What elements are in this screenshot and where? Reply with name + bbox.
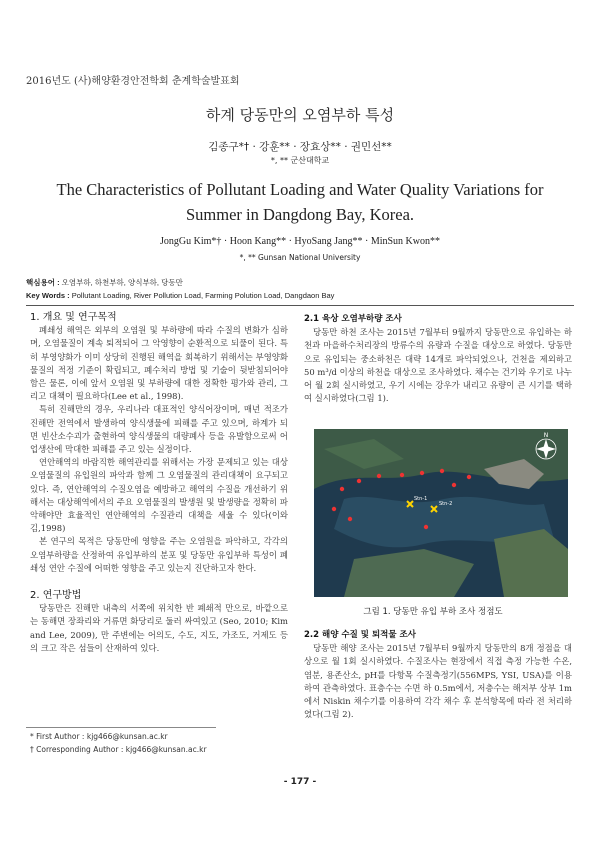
- right-column-bottom: [304, 629, 572, 721]
- affiliation-english: *, ** Gunsan National University: [239, 253, 361, 262]
- conference-header: 2016년도 (사)해양환경안전학회 춘계학술발표회: [26, 76, 240, 87]
- section2-paragraph: 당동만은 진해만 내측의 서쪽에 위치한 반 폐쇄적 만으로, 바깥으로는 동해면 장좌리와 거류면 화당리로 둘러 싸여있고 (Seo, 2010; Kim and Lee, 2009), 만 주변에는 어의도, 수도, 지도, 가조도, 거제도 등의 크고 작은 섬들이 산재하여 있다.: [30, 603, 288, 653]
- section1-paragraph: 연안해역의 바람직한 해역관리를 위해서는 가장 문제되고 있는 대상 오염물질의 유입원의 파악과 함께 그 오염물질의 관리대책이 요구되고 있다. 즉, 연안해역의 수질오염을 예방하고 해역의 수질을 개선하기 위해서는 대상해역에서의 주요 오염물질의 발생원 및 발생량을 정확히 파악해야만 효율적인 연안해역의 수질관리 대책을 세울 수 있다(이와 김,1998): [30, 457, 288, 534]
- affiliation-korean: *, ** 군산대학교: [270, 156, 330, 165]
- keywords-korean-label: 핵심용어 :: [26, 278, 60, 287]
- footnote-corresponding-author: † Corresponding Author : kjg466@kunsan.ac.kr: [30, 745, 207, 754]
- authors-korean: 김종구*† · 강훈** · 장효상** · 권민선**: [208, 141, 392, 153]
- study-area-map: [314, 429, 568, 597]
- title-korean: 하계 당동만의 오염부하 특성: [205, 106, 395, 124]
- page-number: - 177 -: [283, 777, 317, 787]
- footnote-first-author: * First Author : kjg466@kunsan.ac.kr: [30, 732, 168, 741]
- map-image: [314, 429, 568, 597]
- title-english: [30, 177, 570, 227]
- title-english-line1: The Characteristics of Pollutant Loading and Water Quality Variations for: [56, 180, 544, 199]
- section2-2-heading: 2.2 해양 수질 및 퇴적물 조사: [304, 630, 416, 640]
- keywords-english-values: Pollutant Loading, River Pollution Load, Farming Polution Load, Dangdaon Bay: [71, 291, 335, 300]
- section2-2-paragraph: 당동만 해양 조사는 2015년 7월부터 9월까지 당동만의 8개 정점을 대상으로 월 1회 실시하였다. 수질조사는 현장에서 직접 측정 가능한 수온, 염분, 용존산소, pH를 다항목 수질측정기(556MPS, YSI, USA)를 이용하여 관측하였다. 표층수는 수면 하 0.5m에서, 저층수는 해저부 상부 1m에서 Niskin 채수기를 이용하여 각각 채수 후 분석항목에 따라 전 처리하였다(그림 2).: [304, 643, 572, 720]
- figure-caption: 그림 1. 당동만 유입 부하 조사 정점도: [363, 607, 503, 617]
- section2-1-heading: 2.1 육상 오염부하량 조사: [304, 314, 402, 324]
- keywords-english-label: Key Words :: [26, 291, 70, 300]
- keywords-korean: [26, 277, 183, 288]
- site-label-1: Stn-1: [414, 496, 428, 502]
- section2-heading: 2. 연구방법: [30, 590, 82, 602]
- section1-paragraph: 본 연구의 목적은 당동만에 영향을 주는 오염원을 파악하고, 각각의 오염부하량을 산정하여 유입부하의 분포 및 당동만 유입부하 특성이 폐쇄성 연안 수질에 어떠한 영향을 주고 있는지 진단하고자 한다.: [30, 536, 288, 573]
- header-divider: [26, 305, 574, 306]
- keywords-english: [26, 291, 334, 300]
- section1-heading: 1. 개요 및 연구목적: [30, 312, 117, 323]
- left-column: [30, 311, 288, 655]
- authors-english: JongGu Kim*† · Hoon Kang** · HyoSang Jang** · MinSun Kwon**: [160, 236, 440, 247]
- keywords-korean-values: 오염부하, 하천부하, 양식부하, 당동만: [61, 278, 183, 287]
- section2-1-paragraph: 당동만 하천 조사는 2015년 7월부터 9월까지 당동만으로 유입하는 하천과 마을하수처리장의 방류수의 유량과 수질을 대상으로 하였다. 당동만으로 유입되는 중소하천은 대략 14개로 파악되었으나, 건천을 제외하고 50 m³/d 이상의 하천을 대상으로 조사하였다. 채수는 건기와 우기로 나누어 월 2회 실시하였고, 우기 시에는 강우가 내리고 유량이 큰 시기를 택하여 실시하였다(그림 1).: [304, 327, 572, 404]
- section1-paragraph: 특히 진해만의 경우, 우리나라 대표적인 양식어장이며, 매년 적조가 진해만 전역에서 발생하여 양식생물에 피해를 주고 있으며, 하계가 되면 빈산소수괴가 출현하여 양식생물의 대량폐사 등을 유발함으로써 어업생산에 막대한 피해를 주고 있는 실정이다.: [30, 404, 288, 455]
- title-english-line2: Summer in Dangdong Bay, Korea.: [185, 205, 415, 224]
- section1-paragraph: 폐쇄성 해역은 외부의 오염원 및 부하량에 따라 수질의 변화가 심하며, 오염물질이 계속 퇴적되어 그 악영향이 순환적으로 되풀이 된다. 특히 부영양화가 이미 상당히 진행된 해역을 회복하기 위해서는 부영양화 물질의 적정 기준이 확립되고, 폐수처리 방법 및 기술이 뒷받침되어야 함은 물론, 이에 앞서 오염원 및 부하량에 대한 정확한 평가와 관리, 그리고 대책이 필요하다(Lee et al., 1998).: [30, 325, 288, 402]
- right-column-top: [304, 313, 572, 405]
- svg-text:N: N: [543, 432, 549, 439]
- footnote-divider: [26, 727, 216, 728]
- site-label-2: Stn-2: [439, 501, 453, 507]
